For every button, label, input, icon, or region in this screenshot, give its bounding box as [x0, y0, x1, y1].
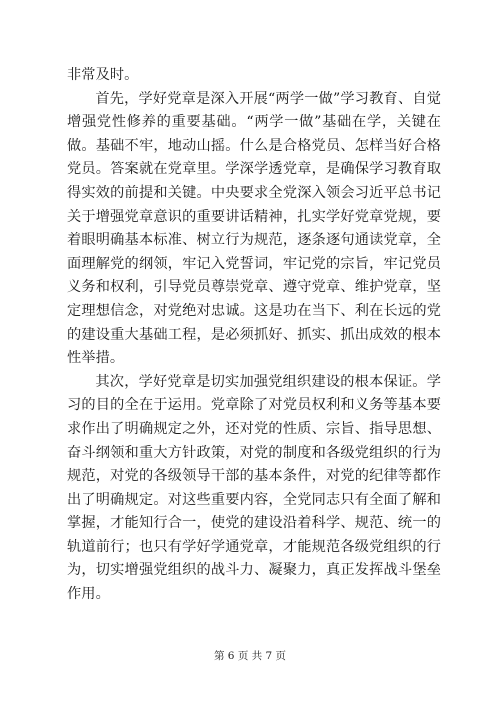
paragraph-second: 其次，学好党章是切实加强党组织建设的根本保证。学习的目的全在于运用。党章除了对党员权利和义务等基本要求作出了明确规定之外，还对党的性质、宗旨、指导思想、奋斗纲领和重大方针政策，对党的制度和各级党组织的行为规范，对党的各级领导干部的基本条件，对党的纪律等都作出了明确规定。对这些重要内容，全党同志只有全面了解和掌握，才能知行合一，使党的建设沿着科学、规范、统一的轨道前行；也只有学好学通党章，才能规范各级党组织的行为，切实增强党组织的战斗力、凝聚力，真正发挥战斗堡垒作用。 [67, 373, 441, 603]
paragraph-first: 首先，学好党章是深入开展“两学一做”学习教育、自觉增强党性修养的重要基础。“两学一做”基础在学，关键在做。基础不牢，地动山摇。什么是合格党员、怎样当好合格党员。答案就在党章里。学深学透党章，是确保学习教育取得实效的前提和关键。中央要求全党深入领会习近平总书记关于增强党章意识的重要讲话精神，扎实学好党章党规，要着眼明确基本标准、树立行为规范，逐条逐句通读党章，全面理解党的纲领，牢记入党誓词，牢记党的宗旨，牢记党员义务和权利，引导党员尊崇党章、遵守党章、维护党章，坚定理想信念，对党绝对忠诚。这是功在当下、利在长远的党的建设重大基础工程，是必须抓好、抓实、抓出成效的根本性举措。 [67, 90, 441, 367]
page-footer: 第 6 页 共 7 页 [213, 650, 287, 662]
document-body [67, 64, 441, 607]
paragraph-continuation: 非常及时。 [67, 67, 139, 83]
